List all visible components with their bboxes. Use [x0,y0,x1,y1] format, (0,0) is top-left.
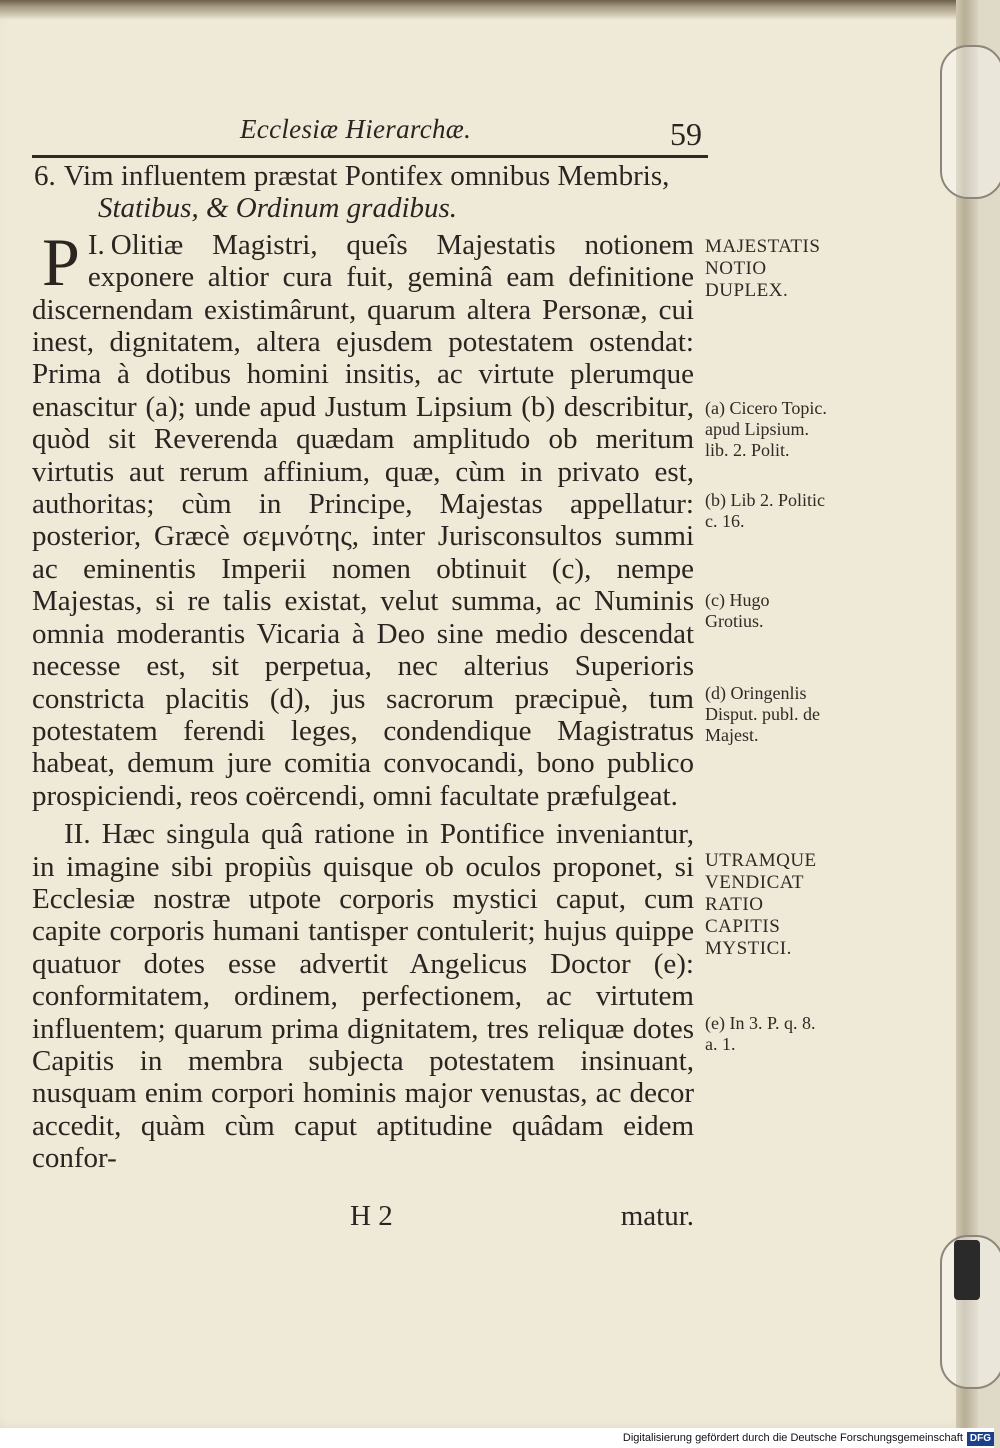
margin-note-e: (e) In 3. P. q. 8. a. 1. [705,1013,816,1054]
section-title [32,160,694,225]
margin-note-d: (d) Oringenlis Disput. publ. de Majest. [705,683,820,745]
catchword: matur. [620,1200,694,1232]
page-top-shadow [0,0,978,20]
margin-note-a: (a) Cicero Topic. apud Lipsium. lib. 2. Polit. [705,398,827,460]
footer-text: Digitalisierung gefördert durch die Deutsche Forschungsgemeinschaft [622,1432,963,1444]
paragraph-1-number: I. [87,228,105,261]
paragraph-2-text: II. Hæc singula quâ ratione in Pontifice inveniantur, in imagine sibi propiùs quisque ob oculos proponet, si Ecclesiæ nostræ utpote corporis mystici caput, cum capite corporis humani tantisper contulerit; hujus quippe quatuor dotes esse advertit Angelicus Doctor (e): conformitatem, ordinem, perfectionem, ac virtutem influentem; quarum prima dignitatem, tres reliquæ dotes Capitis in membra subjecta potestatem insinuant, nusquam enim corpori hominis major venustas, ac decor accedit, quàm cùm caput aptitudine quâdam eidem confor- [32,818,694,1175]
margin-note-majestatis: MAJESTATIS NOTIO DUPLEX. [705,236,821,301]
section-title-line2: Statibus, & Ordinum gradibus. [98,192,458,225]
margin-note-c: (c) Hugo Grotius. [705,590,770,631]
page-header [40,110,708,154]
paragraph-1-text: Olitiæ Magistri, queîs Majestatis notionem exponere altior cura fuit, geminâ eam definitione discernendam existimârunt, quarum altera Personæ, cui inest, dignitatem, altera ejusdem potestatem ostendat: Prima à dotibus homini insitis, ac virtute plerumque enascitur (a); unde apud Justum Lipsium (b) describitur, quòd sit Reverenda quædam amplitudo ob meritum virtutis aut rerum affinium, quæ, cùm in privato est, authoritas; cùm in Principe, Majestas appellatur: posterior, Græcè σεμνότης, inter Jurisconsultos summi ac eminentis Imperii nomen obtinuit (c), nempe Majestas, si re talis existat, velut summa, ac Numinis omnia moderantis Vicaria à Deo sine medio descendat necesse est, sit perpetua, nec alterius Superioris constricta placitis (d), jus sacrorum præcipuè, tum potestatem ferendi leges, condendique Magistratus habeat, demum jure comitia convocandi, bono publico prospiciendi, reos coërcendi, omni facultate præfulgeat. [32,228,694,812]
main-text [32,160,694,1175]
digitization-footer [0,1428,994,1448]
section-number: 6. [34,160,56,192]
header-rule [32,155,708,158]
page-edge [956,0,978,1428]
running-title: Ecclesiæ Hierarchæ. [240,114,472,144]
catchline [32,1200,694,1234]
paragraph-1 [32,223,694,812]
dfg-logo-icon: DFG [967,1432,994,1446]
page-number: 59 [670,116,702,152]
section-title-line1: Vim influentem præstat Pontifex omnibus Membris, [63,160,670,192]
margin-note-utramque: UTRAMQUE VENDICAT RATIO CAPITIS MYSTICI. [705,850,817,959]
scanner-clip-top [940,45,1000,199]
drop-cap: P [42,223,80,300]
scanner-clip-tab [954,1240,980,1300]
margin-note-b: (b) Lib 2. Politic c. 16. [705,490,825,531]
paragraph-2 [32,818,694,1174]
signature-mark: H 2 [350,1200,393,1232]
